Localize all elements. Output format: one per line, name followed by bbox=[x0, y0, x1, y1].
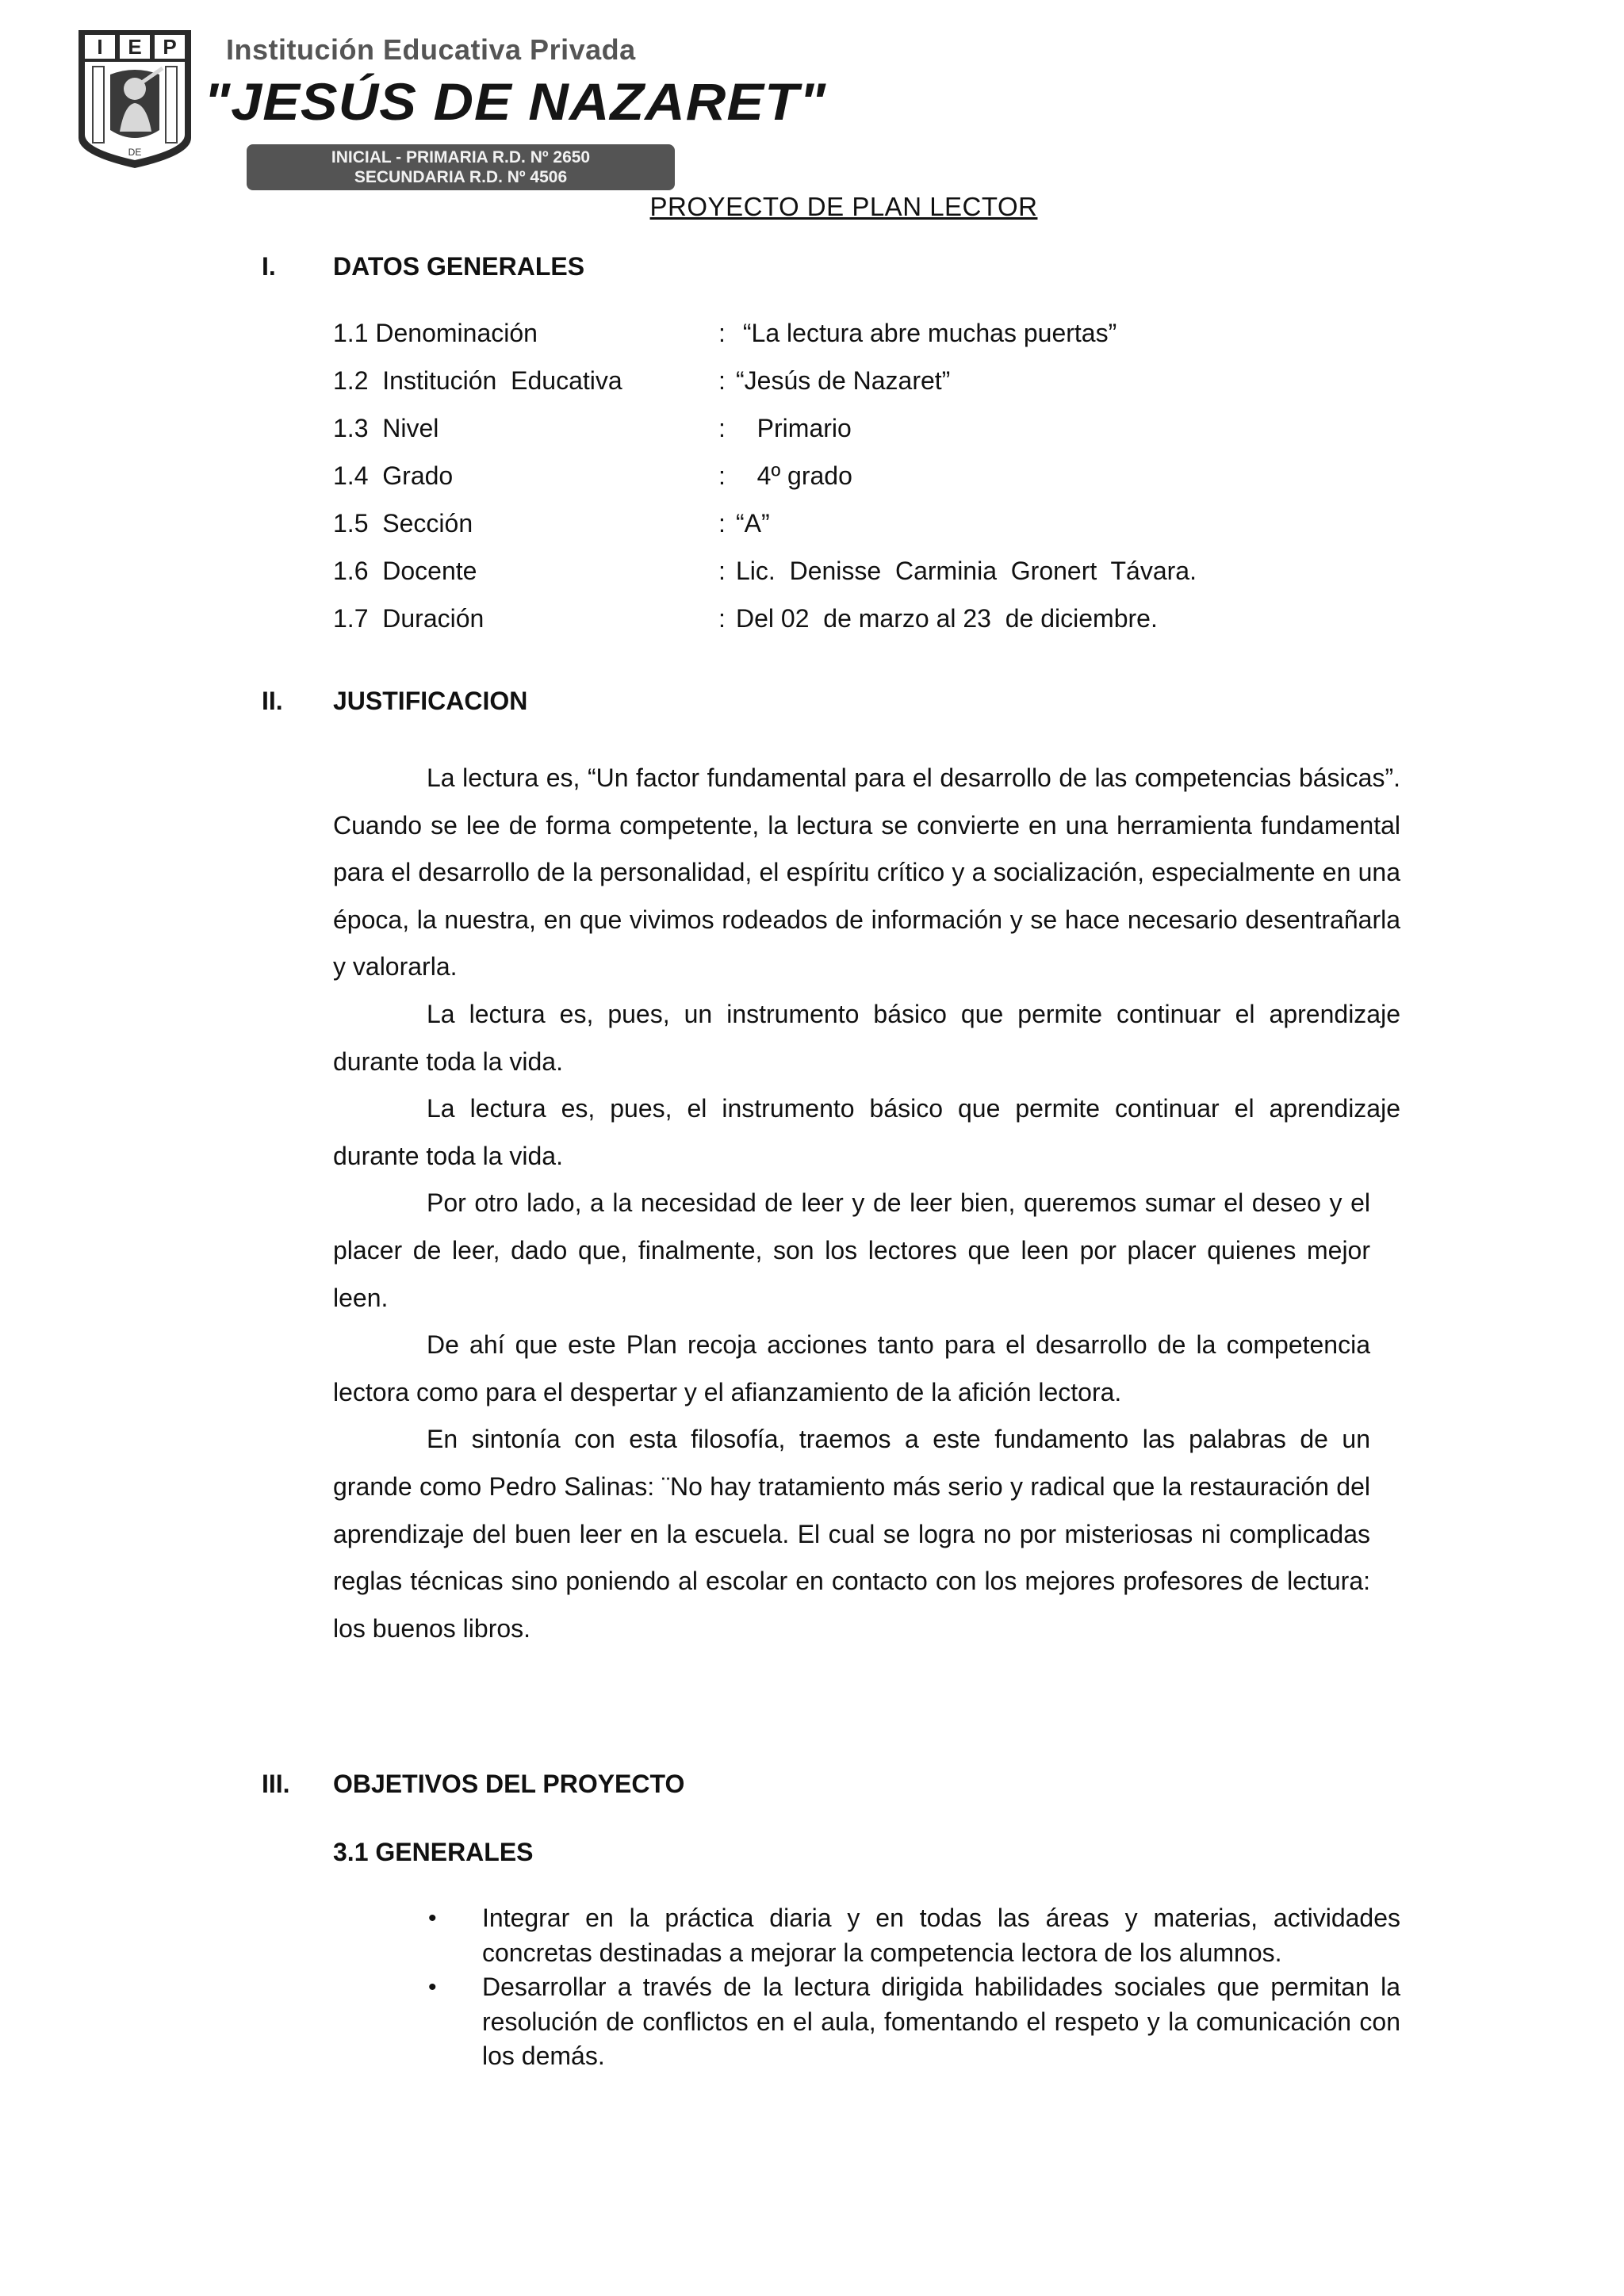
data-label: 1.7 Duración bbox=[333, 604, 485, 633]
data-row-seccion bbox=[333, 509, 1443, 541]
objectives-list bbox=[428, 1901, 1400, 2074]
school-name: "JESÚS DE NAZARET" bbox=[204, 72, 827, 131]
justification-paragraph: En sintonía con esta filosofía, traemos a este fundamento las palabras de un grande como Pedro Salinas: ¨No hay tratamiento más serio y radical que la restauración del aprendizaje del buen leer en la escuela. El cual se logra no por misteriosas ni complicadas reglas técnicas sino poniendo al escolar en contacto con los mejores profesores de lectura: los buenos libros. bbox=[333, 1425, 1370, 1643]
section-3-title: OBJETIVOS DEL PROYECTO bbox=[333, 1770, 685, 1798]
justification-paragraph: La lectura es, “Un factor fundamental para el desarrollo de las competencias básicas”. Cuando se lee de forma competente, la lectura se convierte en una herramienta fundamental para el desarrollo de la personalidad, el espíritu crítico y a socialización, especialmente en una época, la nuestra, en que vivimos rodeados de información y se hace necesario desentrañarla y valorarla. bbox=[333, 763, 1400, 982]
bullet-icon: • bbox=[428, 1974, 437, 2000]
data-separator: : bbox=[718, 604, 726, 633]
data-value: Primario bbox=[736, 414, 852, 442]
data-label: 1.5 Sección bbox=[333, 509, 473, 538]
section-2-number: II. bbox=[262, 687, 283, 715]
data-row-institucion bbox=[333, 366, 1443, 398]
badge-letter-i: I bbox=[97, 35, 103, 59]
school-label: Institución Educativa Privada bbox=[226, 33, 636, 66]
crest-bottom-label: DE bbox=[128, 147, 142, 158]
data-row-denominacion bbox=[333, 319, 1443, 350]
data-separator: : bbox=[718, 414, 726, 442]
data-separator: : bbox=[718, 461, 726, 490]
badge-letter-p: P bbox=[163, 35, 177, 59]
data-row-docente bbox=[333, 557, 1443, 588]
resolution-line-2: SECUNDARIA R.D. Nº 4506 bbox=[354, 168, 568, 186]
data-label: 1.6 Docente bbox=[333, 557, 477, 585]
data-row-duracion bbox=[333, 604, 1443, 636]
data-label: 1.1 Denominación bbox=[333, 319, 538, 347]
data-value: “Jesús de Nazaret” bbox=[736, 366, 951, 395]
data-value: Lic. Denisse Carminia Gronert Távara. bbox=[736, 557, 1197, 585]
justification-text bbox=[333, 755, 1400, 1652]
data-separator: : bbox=[718, 557, 726, 585]
data-separator: : bbox=[718, 509, 726, 538]
section-3-number: III. bbox=[262, 1770, 290, 1798]
data-row-grado bbox=[333, 461, 1443, 493]
list-item bbox=[428, 1970, 1400, 2074]
objective-text: Desarrollar a través de la lectura dirigida habilidades sociales que permitan la resolución de conflictos en el aula, fomentando el respeto y la comunicación con los demás. bbox=[482, 1973, 1400, 2070]
resolution-banner bbox=[247, 144, 675, 190]
list-item bbox=[428, 1901, 1400, 1970]
data-label: 1.2 Institución Educativa bbox=[333, 366, 622, 395]
justification-paragraph: De ahí que este Plan recoja acciones tanto para el desarrollo de la competencia lectora como para el despertar y el afianzamiento de la afición lectora. bbox=[333, 1330, 1370, 1406]
justification-paragraph: La lectura es, pues, un instrumento básico que permite continuar el aprendizaje durante toda la vida. bbox=[333, 999, 1400, 1076]
subsection-title: 3.1 GENERALES bbox=[333, 1838, 534, 1866]
bullet-icon: • bbox=[428, 1905, 437, 1931]
data-value: “A” bbox=[736, 509, 770, 538]
badge-letter-e: E bbox=[128, 35, 142, 59]
justification-paragraph: La lectura es, pues, el instrumento básico que permite continuar el aprendizaje durante toda la vida. bbox=[333, 1094, 1400, 1170]
data-separator: : bbox=[718, 319, 726, 347]
data-value: 4º grado bbox=[736, 461, 852, 490]
section-1-number: I. bbox=[262, 252, 276, 281]
data-separator: : bbox=[718, 366, 726, 395]
school-crest-logo bbox=[75, 27, 194, 170]
data-value: Del 02 de marzo al 23 de diciembre. bbox=[736, 604, 1158, 633]
section-2-title: JUSTIFICACION bbox=[333, 687, 528, 715]
data-value: “La lectura abre muchas puertas” bbox=[736, 319, 1117, 347]
data-label: 1.3 Nivel bbox=[333, 414, 439, 442]
resolution-line-1: INICIAL - PRIMARIA R.D. Nº 2650 bbox=[331, 148, 591, 166]
document-title: PROYECTO DE PLAN LECTOR bbox=[649, 192, 1038, 221]
justification-paragraph: Por otro lado, a la necesidad de leer y de leer bien, queremos sumar el deseo y el placer de leer, dado que, finalmente, son los lectores que leen por placer quienes mejor leen. bbox=[333, 1188, 1370, 1312]
data-label: 1.4 Grado bbox=[333, 461, 454, 490]
letterhead bbox=[75, 27, 827, 186]
section-1-title: DATOS GENERALES bbox=[333, 252, 585, 281]
objective-text: Integrar en la práctica diaria y en todas las áreas y materias, actividades concretas destinadas a mejorar la competencia lectora de los alumnos. bbox=[482, 1904, 1400, 1967]
data-row-nivel bbox=[333, 414, 1443, 446]
